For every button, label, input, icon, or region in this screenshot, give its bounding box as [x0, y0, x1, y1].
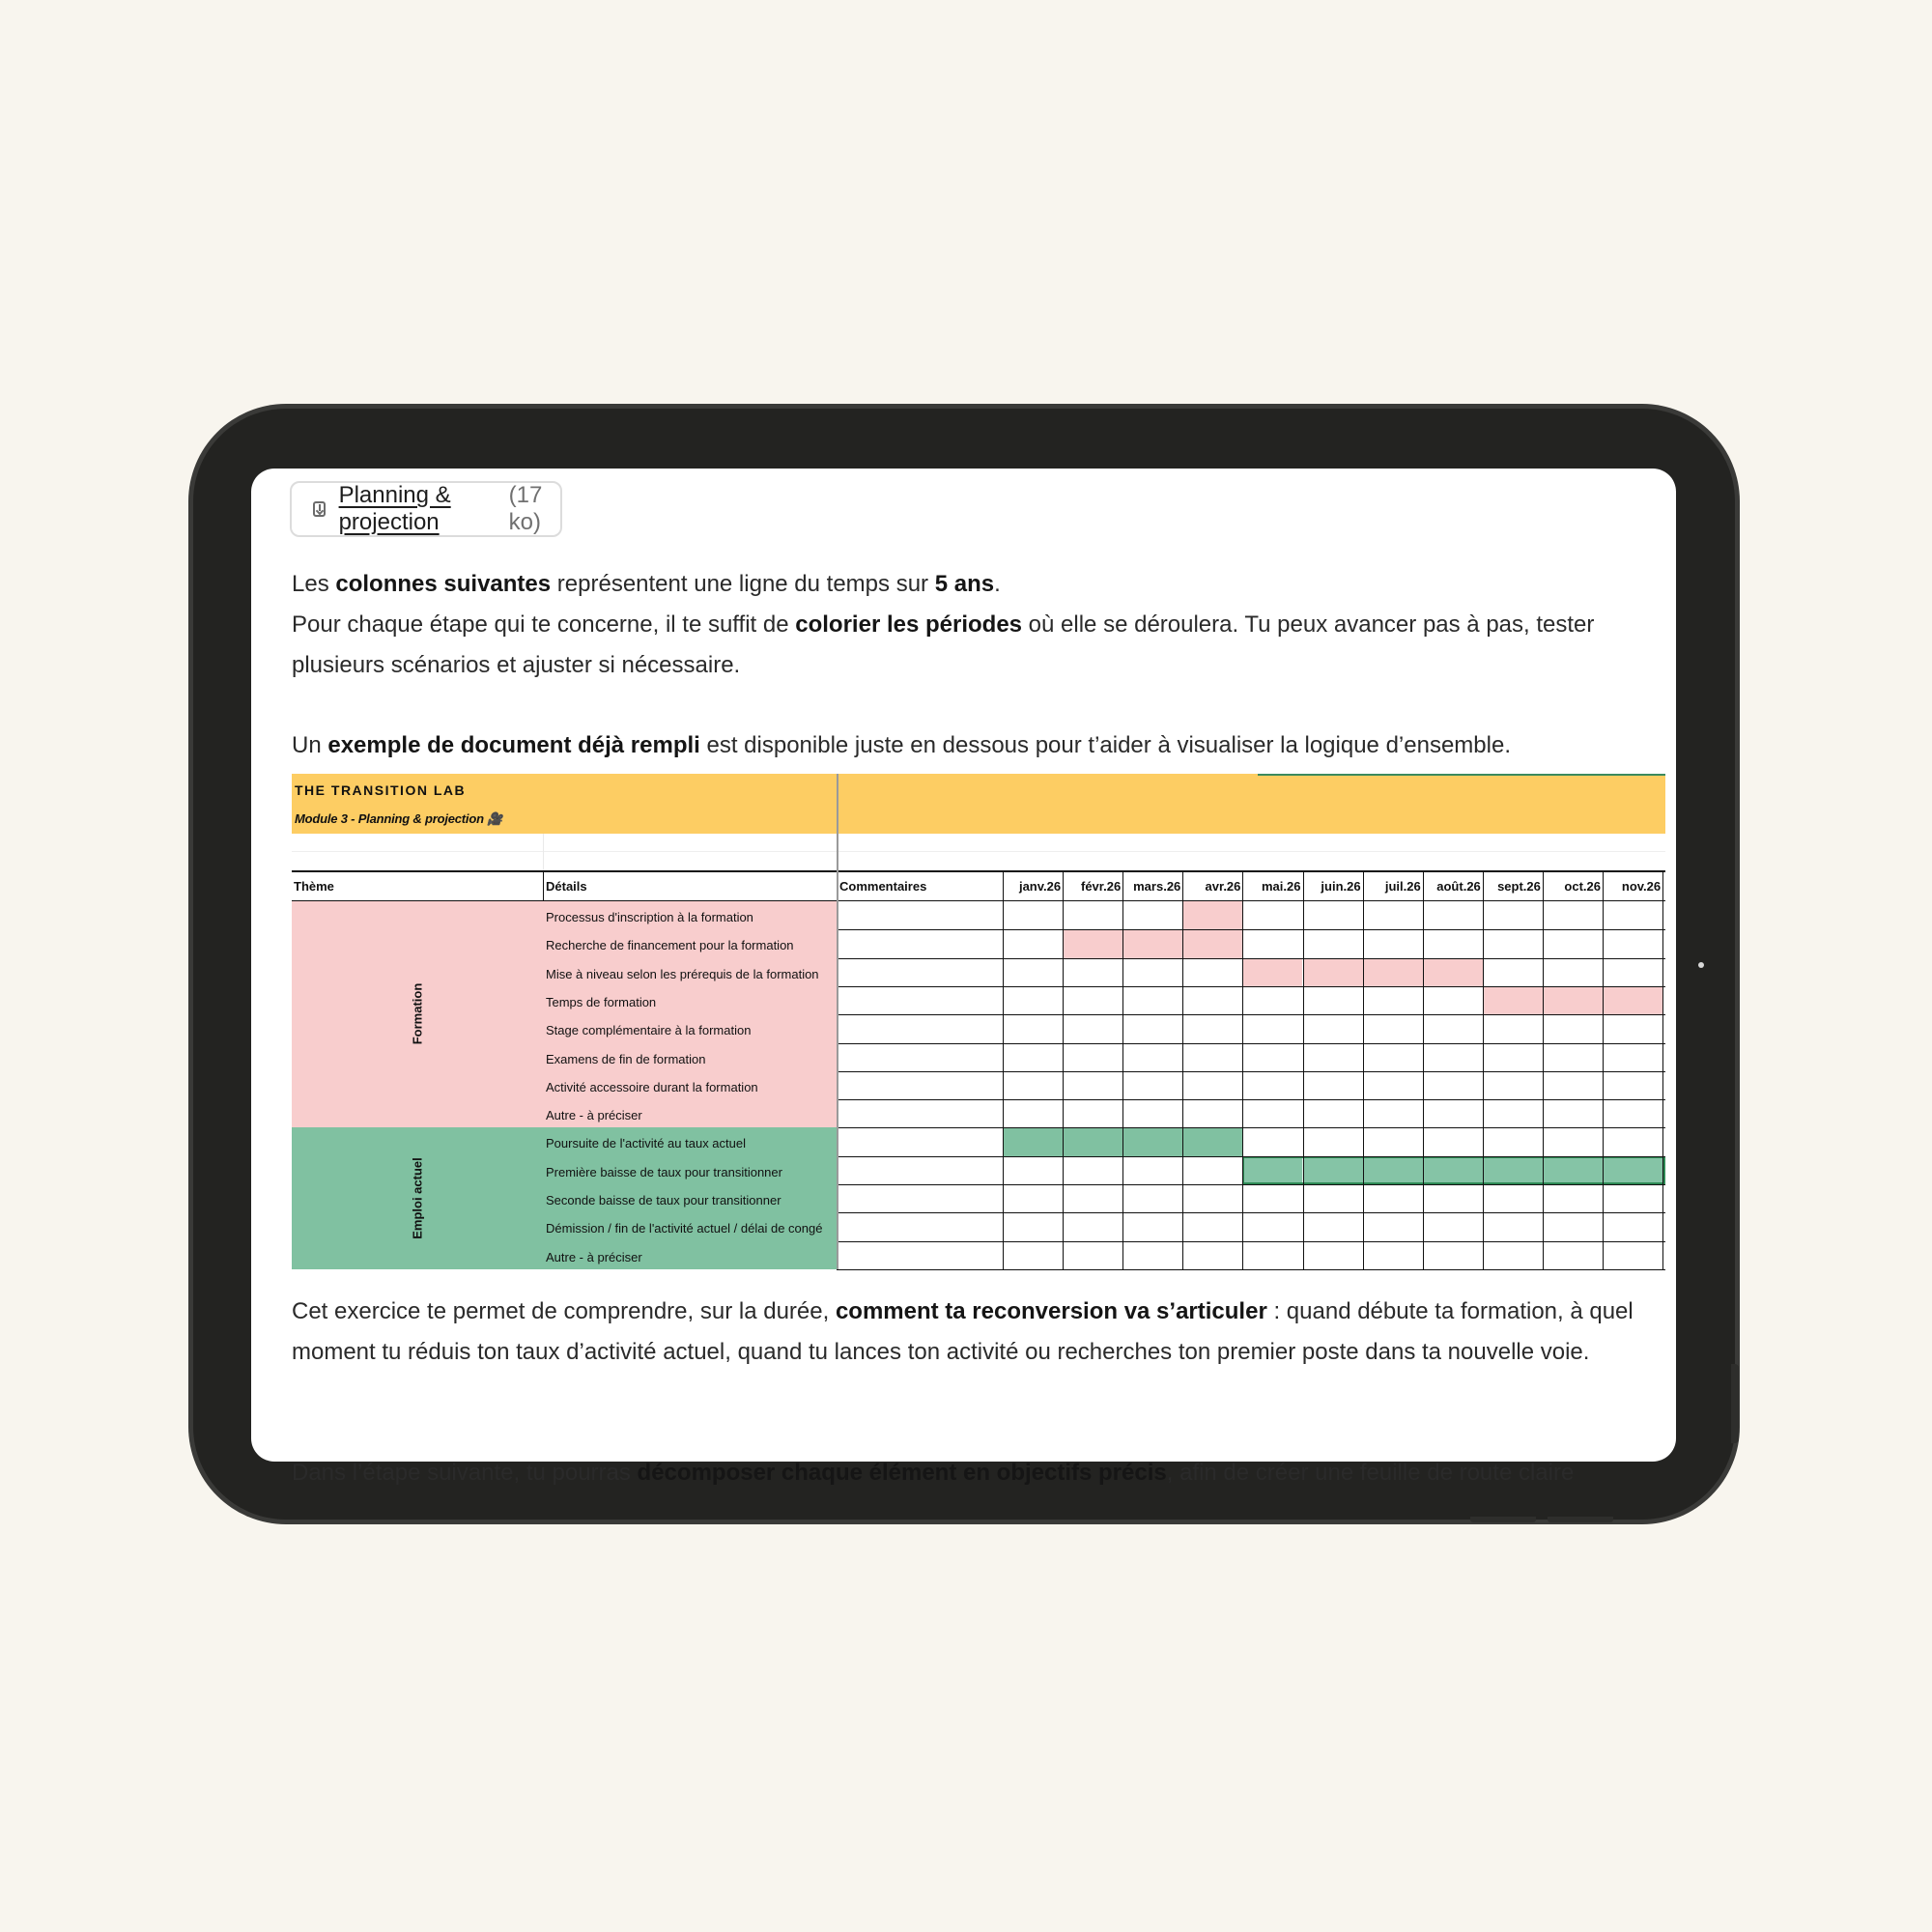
filled-cell: [1423, 958, 1483, 986]
header-details: Détails: [546, 879, 587, 894]
row-detail: Recherche de financement pour la formation: [546, 938, 794, 953]
row-detail: Démission / fin de l'activité actuel / délai de congé: [546, 1221, 823, 1236]
grid-line: [837, 1099, 1665, 1100]
grid-line: [837, 1269, 1665, 1270]
grid-line: [837, 1184, 1665, 1185]
header-month: juin.26: [1321, 879, 1361, 894]
header-month: mai.26: [1262, 879, 1301, 894]
filled-cell: [1483, 986, 1543, 1014]
filled-cell: [1182, 1127, 1242, 1155]
grid-line: [543, 834, 544, 870]
grid-line: [1122, 870, 1123, 1269]
grid-line: [837, 1043, 1665, 1044]
grid-line: [837, 1014, 1665, 1015]
tablet-side-button: [1731, 1364, 1739, 1443]
header-month: nov.26: [1621, 879, 1662, 894]
row-detail: Activité accessoire durant la formation: [546, 1079, 758, 1094]
file-attachment[interactable]: [290, 481, 562, 537]
theme-label: Emploi actuel: [410, 1156, 425, 1239]
filled-cell: [1603, 986, 1662, 1014]
row-detail: Examens de fin de formation: [546, 1051, 706, 1066]
sheet-module-title: Module 3 - Planning & projection 🎥: [295, 811, 503, 826]
grid-line: [837, 1071, 1665, 1072]
header-month: oct.26: [1564, 879, 1601, 894]
planning-spreadsheet-image: [292, 774, 1665, 1269]
filled-cell: [1182, 901, 1242, 929]
download-icon: [313, 501, 326, 517]
filled-cell: [1122, 1127, 1182, 1155]
grid-line: [1003, 870, 1004, 1269]
grid-line: [1423, 870, 1424, 1269]
filled-cell: [1242, 958, 1302, 986]
row-detail: Autre - à préciser: [546, 1108, 642, 1123]
grid-line: [1182, 870, 1183, 1269]
grid-line: [837, 1127, 1665, 1128]
example-paragraph: Un exemple de document déjà rempli est disponible juste en dessous pour t’aider à visualiser la logique d’ensemble.: [292, 732, 1511, 758]
grid-line: [1483, 870, 1484, 1269]
row-detail: Première baisse de taux pour transitionner: [546, 1164, 782, 1179]
sheet-brand: THE TRANSITION LAB: [295, 782, 467, 798]
grid-line: [1543, 870, 1544, 1269]
filled-cell: [1122, 929, 1182, 957]
filled-cell: [1003, 1127, 1063, 1155]
row-detail: Seconde baisse de taux pour transitionner: [546, 1193, 781, 1208]
camera-icon: [1698, 962, 1704, 968]
grid-line: [837, 986, 1665, 987]
header-theme: Thème: [294, 879, 334, 894]
grid-line: [543, 870, 544, 900]
header-month: juil.26: [1384, 879, 1421, 894]
file-size: (17 ko): [508, 482, 543, 535]
row-detail: Stage complémentaire à la formation: [546, 1023, 752, 1038]
row-detail: Mise à niveau selon les prérequis de la formation: [546, 966, 819, 981]
tablet-volume-button: [1548, 1517, 1613, 1522]
intro-paragraph: Les colonnes suivantes représentent une ligne du temps sur 5 ans. Pour chaque étape qui te concerne, il te suffit de colorier les périodes où elle se déroulera. Tu peux avancer pas à pas, tester plusieurs scénarios et ajuster si nécessaire.: [292, 571, 1595, 678]
filled-cell: [1063, 1127, 1122, 1155]
grid-line: [837, 1212, 1665, 1213]
grid-line: [1363, 870, 1364, 1269]
filled-cell: [1543, 986, 1603, 1014]
column-divider: [837, 774, 838, 1269]
header-month: mars.26: [1133, 879, 1181, 894]
grid-line: [1242, 870, 1243, 1269]
row-detail: Processus d'inscription à la formation: [546, 910, 753, 924]
filled-cell: [1182, 929, 1242, 957]
row-detail: Temps de formation: [546, 994, 657, 1009]
header-month: janv.26: [1018, 879, 1062, 894]
tablet-volume-button: [1470, 1517, 1536, 1522]
outro-paragraph: Cet exercice te permet de comprendre, sur la durée, comment ta reconversion va s’articuler : quand débute ta formation, à quel moment tu réduis ton taux d’activité actuel, quand tu lances ton activité ou recherches ton premier poste dans ta nouvelle voie.: [292, 1298, 1634, 1365]
filled-cell: [1063, 929, 1122, 957]
theme-label: Formation: [410, 982, 425, 1045]
grid-line: [1063, 870, 1064, 1269]
header-comments: Commentaires: [839, 879, 927, 894]
next-step-paragraph: Dans l’étape suivante, tu pourras décomposer chaque élément en objectifs précis, afin de créer une feuille de route claire: [292, 1460, 1575, 1486]
grid-line: [1603, 870, 1604, 1269]
header-month: août.26: [1436, 879, 1481, 894]
grid-line: [837, 929, 1665, 930]
header-month: sept.26: [1497, 879, 1541, 894]
header-month: avr.26: [1205, 879, 1241, 894]
header-border: [292, 900, 1665, 901]
grid-line: [837, 958, 1665, 959]
file-link[interactable]: Planning & projection: [338, 482, 451, 535]
grid-line: [837, 1241, 1665, 1242]
grid-line: [837, 1156, 1665, 1157]
row-detail: Autre - à préciser: [546, 1249, 642, 1264]
grid-line: [292, 851, 1665, 852]
filled-cell: [1303, 958, 1363, 986]
selection-border: [1258, 774, 1665, 776]
tablet-screen: [251, 469, 1676, 1486]
grid-line: [1662, 870, 1663, 1269]
row-detail: Poursuite de l'activité au taux actuel: [546, 1136, 746, 1151]
filled-cell: [1363, 958, 1423, 986]
grid-line: [1303, 870, 1304, 1269]
sheet-banner: [292, 774, 1665, 834]
header-month: févr.26: [1080, 879, 1122, 894]
